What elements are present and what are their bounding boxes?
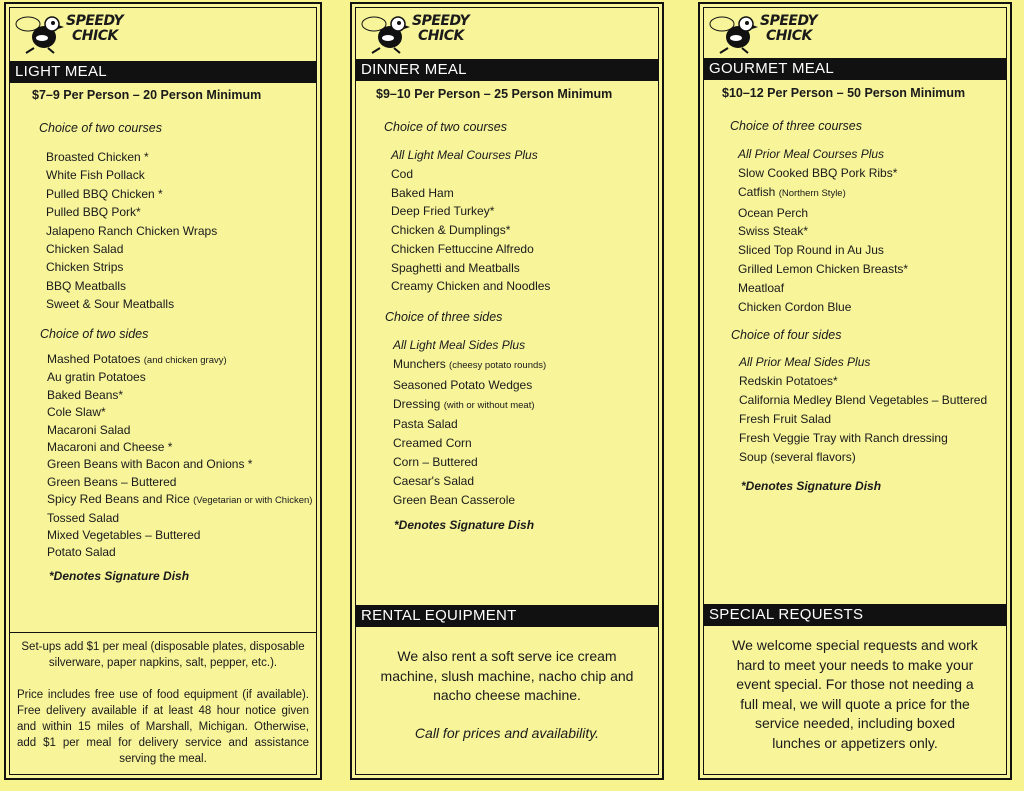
delivery-note: Price includes free use of food equipment (if available). Free delivery available if at least 48 hour notice given and within 15 miles of Marshall, Michigan. Otherwise, add $1 per meal for delivery service and assistance serving the meal. bbox=[17, 689, 309, 765]
gourmet-course-item bbox=[738, 164, 908, 183]
light-side-item-name: Cole Slaw* bbox=[47, 405, 106, 420]
setup-note: Set-ups add $1 per meal (disposable plates, disposable silverware, paper napkins, salt, pepper, etc.). bbox=[21, 641, 305, 669]
dinner-sides-items bbox=[393, 355, 546, 509]
light-side-item-name: Potato Salad bbox=[47, 545, 116, 560]
gourmet-side-item bbox=[739, 448, 987, 467]
light-side-item-name: Macaroni and Cheese * bbox=[47, 440, 173, 455]
dinner-course-item bbox=[391, 202, 550, 221]
rental-equipment-text: We also rent a soft serve ice cream machine, slush machine, nacho chip and nacho cheese machine. bbox=[380, 648, 634, 703]
light-side-item-name: Mashed Potatoes bbox=[47, 352, 141, 366]
dinner-courses-items bbox=[391, 165, 550, 296]
gourmet-courses-items bbox=[738, 164, 908, 316]
speedy-chick-logo bbox=[708, 12, 848, 54]
gourmet-course-item-name: Slow Cooked BBQ Pork Ribs* bbox=[738, 166, 898, 180]
light-courses-list bbox=[46, 148, 217, 314]
light-course-item-name: Chicken Strips bbox=[46, 260, 124, 275]
dinner-course-item-name: Cod bbox=[391, 167, 414, 181]
light-sides-heading: Choice of two sides bbox=[40, 327, 149, 341]
dinner-course-item bbox=[391, 184, 550, 203]
dinner-side-item-name: Creamed Corn bbox=[393, 436, 472, 451]
light-notes-box bbox=[9, 632, 317, 775]
gourmet-courses-list bbox=[738, 145, 884, 164]
gourmet-side-item-name: Fresh Fruit Salad bbox=[739, 411, 832, 426]
dinner-course-item bbox=[391, 259, 550, 278]
dinner-courses-list bbox=[391, 146, 538, 165]
light-course-item bbox=[46, 258, 217, 276]
dinner-side-item-name: Corn – Buttered bbox=[393, 454, 478, 469]
light-side-item bbox=[47, 456, 312, 473]
gourmet-course-item bbox=[738, 222, 908, 241]
dinner-course-item bbox=[391, 277, 550, 296]
light-course-item-name: Chicken Salad bbox=[46, 242, 124, 257]
dinner-sides-plus: All Light Meal Sides Plus bbox=[393, 338, 526, 352]
gourmet-courses-heading: Choice of three courses bbox=[730, 119, 863, 133]
light-side-item bbox=[47, 369, 312, 386]
gourmet-course-item bbox=[738, 279, 908, 298]
light-side-item bbox=[47, 351, 312, 369]
chick-mascot-icon bbox=[14, 12, 64, 54]
light-course-item-name: Pulled BBQ Pork* bbox=[46, 205, 141, 220]
dinner-side-item-name: Caesar's Salad bbox=[393, 473, 474, 488]
gourmet-course-item bbox=[738, 241, 908, 260]
dinner-signature-note: *Denotes Signature Dish bbox=[394, 518, 535, 532]
gourmet-sides-plus: All Prior Meal Sides Plus bbox=[739, 355, 871, 369]
light-side-item-name: Mixed Vegetables – Buttered bbox=[47, 528, 201, 543]
light-course-item bbox=[46, 222, 217, 240]
rental-call-note: Call for prices and availability. bbox=[414, 725, 600, 741]
dinner-side-item bbox=[393, 395, 546, 416]
gourmet-side-item-name: California Medley Blend Vegetables – Buttered bbox=[739, 392, 988, 407]
light-course-item-name: White Fish Pollack bbox=[46, 168, 145, 183]
gourmet-side-item bbox=[739, 372, 987, 391]
light-sides-list bbox=[47, 351, 312, 562]
brand-name: SPEEDY CHICK bbox=[412, 13, 470, 44]
gourmet-side-item bbox=[739, 391, 987, 410]
dinner-side-item bbox=[393, 355, 546, 376]
gourmet-course-item-name: Sliced Top Round in Au Jus bbox=[738, 243, 884, 258]
gourmet-side-item-name: Soup (several flavors) bbox=[739, 449, 856, 464]
light-course-item-name: Jalapeno Ranch Chicken Wraps bbox=[46, 223, 218, 238]
light-side-item bbox=[47, 404, 312, 421]
light-side-item-name: Green Beans with Bacon and Onions * bbox=[47, 457, 253, 472]
dinner-sides-heading: Choice of three sides bbox=[385, 310, 503, 324]
speedy-chick-logo bbox=[360, 12, 500, 54]
special-requests-title: SPECIAL REQUESTS bbox=[703, 604, 1007, 626]
light-side-item bbox=[47, 527, 312, 544]
light-meal-panel bbox=[4, 2, 322, 780]
dinner-side-item-name: Green Bean Casserole bbox=[393, 492, 516, 507]
gourmet-side-item bbox=[739, 429, 987, 448]
gourmet-course-item-note: (Northern Style) bbox=[778, 187, 846, 199]
dinner-course-item-name: Chicken Fettuccine Alfredo bbox=[391, 241, 534, 256]
gourmet-course-item bbox=[738, 183, 908, 204]
gourmet-course-item-name: Catfish bbox=[738, 184, 776, 199]
gourmet-course-item-name: Grilled Lemon Chicken Breasts* bbox=[738, 261, 909, 276]
gourmet-course-item-name: Chicken Cordon Blue bbox=[738, 299, 852, 314]
gourmet-course-item-name: Ocean Perch bbox=[738, 205, 809, 220]
light-course-item bbox=[46, 295, 217, 313]
gourmet-course-item bbox=[738, 298, 908, 317]
light-course-item bbox=[46, 203, 217, 221]
light-side-item bbox=[47, 510, 312, 527]
gourmet-meal-panel bbox=[698, 2, 1012, 780]
dinner-courses-heading: Choice of two courses bbox=[384, 120, 507, 134]
light-course-item-name: Pulled BBQ Chicken * bbox=[46, 186, 163, 201]
gourmet-signature-note: *Denotes Signature Dish bbox=[741, 479, 882, 493]
light-course-item bbox=[46, 148, 217, 166]
chick-mascot-icon bbox=[708, 12, 758, 54]
gourmet-sides-items bbox=[739, 372, 987, 467]
gourmet-sides-heading: Choice of four sides bbox=[731, 328, 842, 342]
light-side-item-name: Spicy Red Beans and Rice bbox=[47, 492, 190, 507]
light-courses-heading: Choice of two courses bbox=[39, 121, 162, 135]
light-side-item bbox=[47, 491, 312, 509]
dinner-side-item bbox=[393, 434, 546, 453]
dinner-side-item bbox=[393, 376, 546, 395]
light-meal-title: LIGHT MEAL bbox=[9, 61, 317, 83]
dinner-side-item-note: (cheesy potato rounds) bbox=[449, 360, 547, 371]
dinner-side-item-name: Pasta Salad bbox=[393, 417, 458, 432]
dinner-course-item bbox=[391, 165, 550, 184]
dinner-course-item-name: Deep Fried Turkey* bbox=[391, 204, 495, 219]
rental-equipment-title: RENTAL EQUIPMENT bbox=[355, 605, 659, 627]
light-meal-price: $7–9 Per Person – 20 Person Minimum bbox=[32, 88, 262, 102]
light-course-item-name: Sweet & Sour Meatballs bbox=[46, 297, 175, 312]
light-side-item-name: Tossed Salad bbox=[47, 510, 120, 525]
brand-name: SPEEDY CHICK bbox=[760, 13, 818, 44]
dinner-meal-panel bbox=[350, 2, 664, 780]
dinner-courses-plus: All Light Meal Courses Plus bbox=[391, 148, 538, 162]
dinner-side-item bbox=[393, 491, 546, 510]
light-course-item bbox=[46, 166, 217, 184]
light-side-item-note: (Vegetarian or with Chicken) bbox=[193, 495, 313, 507]
light-course-item bbox=[46, 185, 217, 203]
dinner-course-item bbox=[391, 240, 550, 259]
light-side-item bbox=[47, 439, 312, 456]
dinner-sides-list bbox=[393, 336, 525, 355]
dinner-side-item-name: Seasoned Potato Wedges bbox=[393, 377, 533, 392]
dinner-side-item-name: Dressing bbox=[393, 396, 441, 411]
light-side-item bbox=[47, 422, 312, 439]
light-side-item bbox=[47, 474, 312, 491]
gourmet-meal-title: GOURMET MEAL bbox=[703, 58, 1007, 80]
dinner-side-item-name: Munchers bbox=[393, 357, 446, 371]
dinner-side-item-note: (with or without meat) bbox=[443, 399, 535, 411]
chick-mascot-icon bbox=[360, 12, 410, 54]
gourmet-meal-price: $10–12 Per Person – 50 Person Minimum bbox=[722, 86, 966, 100]
dinner-course-item-name: Spaghetti and Meatballs bbox=[391, 260, 520, 275]
light-side-item-name: Au gratin Potatoes bbox=[47, 370, 146, 385]
gourmet-course-item bbox=[738, 260, 908, 279]
dinner-course-item-name: Baked Ham bbox=[391, 185, 454, 200]
speedy-chick-logo bbox=[14, 12, 154, 54]
dinner-meal-title: DINNER MEAL bbox=[355, 59, 659, 81]
gourmet-course-item-name: Swiss Steak* bbox=[738, 224, 809, 239]
light-side-item-note: (and chicken gravy) bbox=[143, 355, 227, 366]
light-course-item-name: BBQ Meatballs bbox=[46, 278, 127, 293]
gourmet-sides-list bbox=[739, 353, 870, 372]
dinner-course-item bbox=[391, 221, 550, 240]
gourmet-side-item bbox=[739, 410, 987, 429]
gourmet-side-item-name: Redskin Potatoes* bbox=[739, 374, 838, 388]
gourmet-course-item bbox=[738, 204, 908, 223]
gourmet-course-item-name: Meatloaf bbox=[738, 280, 785, 295]
special-requests-text: We welcome special requests and work hard to meet your needs to make your event special. For those not needing a full meal, we will quote a price for the service needed, including boxed lunches or appetizers only. bbox=[732, 637, 978, 751]
dinner-side-item bbox=[393, 472, 546, 491]
dinner-side-item bbox=[393, 453, 546, 472]
gourmet-courses-plus: All Prior Meal Courses Plus bbox=[738, 147, 885, 161]
light-course-item bbox=[46, 240, 217, 258]
light-signature-note: *Denotes Signature Dish bbox=[49, 569, 190, 583]
light-side-item bbox=[47, 387, 312, 404]
dinner-course-item-name: Creamy Chicken and Noodles bbox=[391, 279, 551, 294]
dinner-side-item bbox=[393, 415, 546, 434]
light-side-item-name: Baked Beans* bbox=[47, 387, 124, 402]
dinner-course-item-name: Chicken & Dumplings* bbox=[391, 223, 511, 238]
light-side-item bbox=[47, 544, 312, 561]
light-side-item-name: Green Beans – Buttered bbox=[47, 474, 177, 489]
light-side-item-name: Macaroni Salad bbox=[47, 422, 131, 437]
brand-name: SPEEDY CHICK bbox=[66, 13, 124, 44]
light-course-item bbox=[46, 277, 217, 295]
light-course-item-name: Broasted Chicken * bbox=[46, 150, 149, 164]
dinner-meal-price: $9–10 Per Person – 25 Person Minimum bbox=[376, 87, 613, 101]
gourmet-side-item-name: Fresh Veggie Tray with Ranch dressing bbox=[739, 430, 948, 445]
